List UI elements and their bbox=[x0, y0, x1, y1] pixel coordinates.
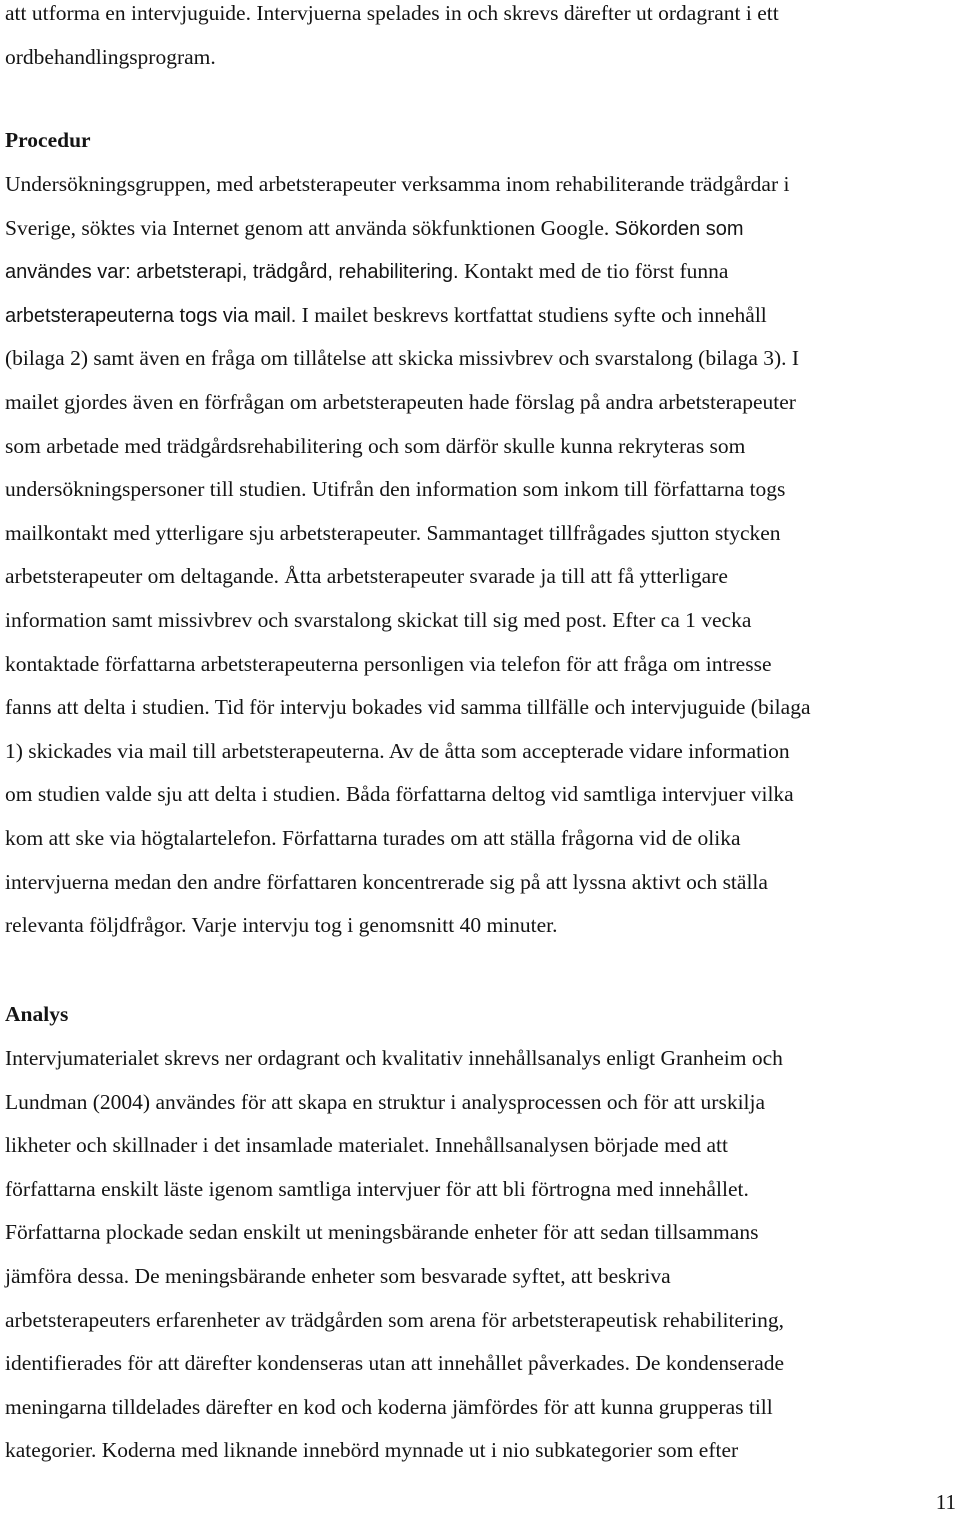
section-heading-analys: Analys bbox=[5, 1002, 69, 1026]
text-segment: I mailet beskrevs kortfattat studiens syfte och innehåll bbox=[296, 302, 767, 327]
text-line: (bilaga 2) samt även en fråga om tillåtelse att skicka missivbrev och svarstalong (bilaga 3). I bbox=[5, 346, 800, 371]
text-line: att utforma en intervjuguide. Intervjuerna spelades in och skrevs därefter ut ordagrant i ett bbox=[5, 1, 779, 25]
text-line: Intervjumaterialet skrevs ner ordagrant och kvalitativ innehållsanalys enligt Granheim och bbox=[5, 1046, 783, 1070]
text-line: Författarna plockade sedan enskilt ut meningsbärande enheter för att sedan tillsammans bbox=[5, 1220, 759, 1245]
text-line: författarna enskilt läste igenom samtliga intervjuer för att bli förtrogna med innehållet. bbox=[5, 1176, 749, 1201]
text-line: Lundman (2004) användes för att skapa en struktur i analysprocessen och för att urskilja bbox=[5, 1089, 766, 1114]
text-line: kategorier. Koderna med liknande innebörd mynnade ut i nio subkategorier som efter bbox=[5, 1438, 739, 1463]
text-line: arbetsterapeuter om deltagande. Åtta arbetsterapeuter svarade ja till att få ytterligare bbox=[5, 564, 728, 589]
text-line: kom att ske via högtalartelefon. Författarna turades om att ställa frågorna vid de olika bbox=[5, 825, 741, 850]
text-line: Undersökningsgruppen, med arbetsterapeuter verksamma inom rehabiliterande trädgårdar i bbox=[5, 172, 790, 196]
text-segment: arbetsterapeuterna togs via mail. bbox=[5, 304, 297, 327]
text-line: undersökningspersoner till studien. Utifrån den information som inkom till författarna togs bbox=[5, 477, 786, 502]
text-line: om studien valde sju att delta i studien. Båda författarna deltog vid samtliga intervjuer vilka bbox=[5, 782, 794, 807]
text-line bbox=[5, 294, 955, 338]
text-line: relevanta följdfrågor. Varje intervju tog i genomsnitt 40 minuter. bbox=[5, 913, 558, 938]
intro-paragraph bbox=[5, 0, 955, 79]
text-line: identifierades för att därefter kondenseras utan att innehållet påverkades. De kondenserade bbox=[5, 1351, 785, 1376]
text-segment: Kontakt med de tio först funna bbox=[458, 259, 729, 284]
text-line: ordbehandlingsprogram. bbox=[5, 44, 216, 69]
text-line: arbetsterapeuters erfarenheter av trädgården som arena för arbetsterapeutisk rehabilitering, bbox=[5, 1307, 784, 1332]
text-line bbox=[5, 207, 955, 251]
text-line: meningarna tilldelades därefter en kod och koderna jämfördes för att kunna grupperas till bbox=[5, 1394, 773, 1419]
page-number: 11 bbox=[935, 1490, 956, 1514]
text-line: jämföra dessa. De meningsbärande enheter som besvarade syftet, att beskriva bbox=[5, 1263, 671, 1288]
text-line: likheter och skillnader i det insamlade materialet. Innehållsanalysen började med att bbox=[5, 1133, 728, 1158]
analys-paragraph bbox=[5, 1037, 955, 1473]
text-segment: användes var: arbetsterapi, trädgård, rehabilitering. bbox=[5, 261, 459, 284]
procedur-paragraph bbox=[5, 163, 955, 948]
text-segment: Sverige, söktes via Internet genom att använda sökfunktionen Google. bbox=[5, 215, 615, 240]
text-line: fanns att delta i studien. Tid för intervju bokades vid samma tillfälle och intervjuguide (bilaga bbox=[5, 695, 811, 720]
text-line: mailkontakt med ytterligare sju arbetsterapeuter. Sammantaget tillfrågades sjutton stycken bbox=[5, 520, 781, 545]
text-line: som arbetade med trädgårdsrehabilitering och som därför skulle kunna rekryteras som bbox=[5, 433, 746, 458]
text-line: information samt missivbrev och svarstalong skickat till sig med post. Efter ca 1 vecka bbox=[5, 607, 752, 632]
text-segment: Sökorden som bbox=[614, 217, 744, 240]
text-line: mailet gjordes även en förfrågan om arbetsterapeuten hade förslag på andra arbetsterapeuter bbox=[5, 389, 796, 414]
text-line: kontaktade författarna arbetsterapeuterna personligen via telefon för att fråga om intresse bbox=[5, 651, 772, 676]
section-heading-procedur: Procedur bbox=[5, 128, 91, 152]
text-line: 1) skickades via mail till arbetsterapeuterna. Av de åtta som accepterade vidare information bbox=[5, 738, 790, 763]
text-line bbox=[5, 250, 955, 294]
text-line: intervjuerna medan den andre författaren koncentrerade sig på att lyssna aktivt och ställa bbox=[5, 869, 768, 894]
